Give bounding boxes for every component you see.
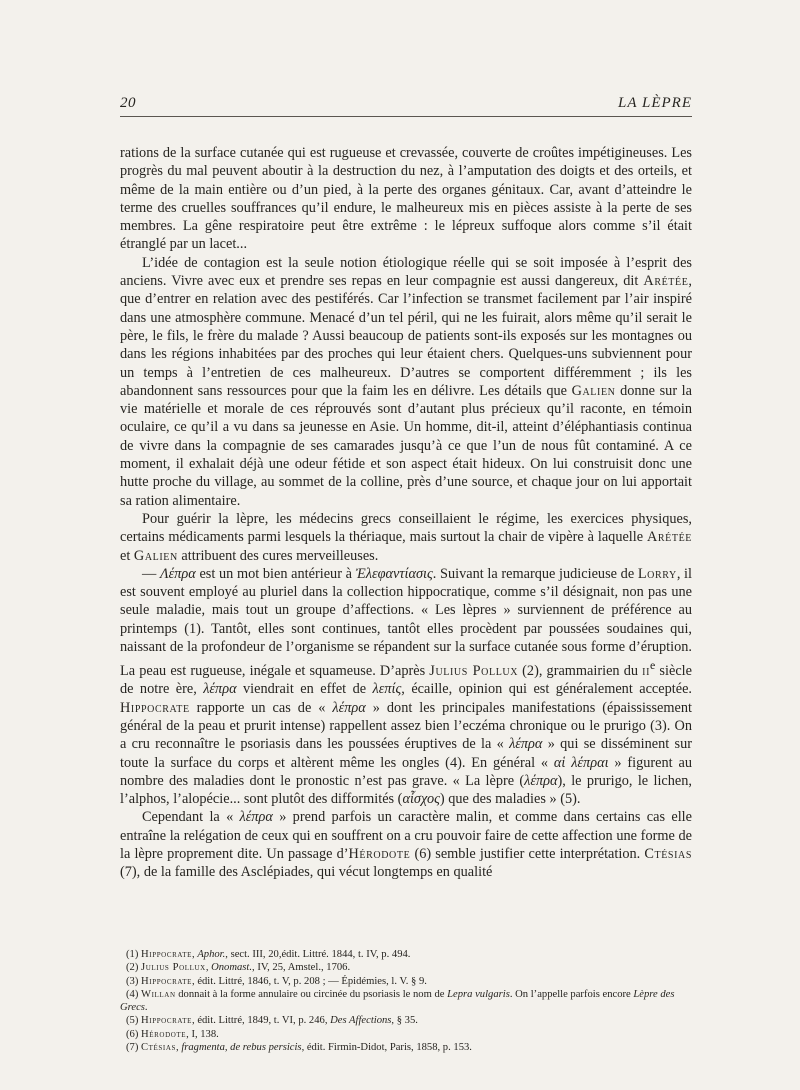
name-smallcaps: Galien xyxy=(571,382,616,399)
text-run: ) que des maladies » (5). xyxy=(439,791,581,808)
footnote xyxy=(120,988,692,1015)
text-run: (3) xyxy=(126,975,142,987)
text-run: , xyxy=(176,1042,182,1054)
italic-text: λέπρα xyxy=(203,681,237,698)
text-run: Cependant la « xyxy=(142,809,240,826)
name-smallcaps: Hérodote xyxy=(348,846,411,863)
text-run: , édit. Littré, 1849, t. VI, p. 246, xyxy=(192,1015,331,1027)
italic-text: λέπρα xyxy=(524,772,558,789)
name-smallcaps: Hérodote xyxy=(141,1028,187,1040)
name-smallcaps: Ctésias xyxy=(141,1042,177,1054)
text-run: donne sur la vie matérielle et morale de ces réprouvés sont d’autant plus précieux qu’il raconte, en témoin oculaire, ce qu’il a vu dans sa jeunesse en Asie. Un homme, dit-il, atteint d’éléphantiasis continua de vivre dans la compagnie de ses camarades jusqu’à ce que l’un de nous fût contaminé. A ce moment, il exhalait déjà une odeur fétide et son aspect était hideux. On lui construisit donc une hutte proche du village, au sommet de la colline, près d’une source, et chaque jour on lui apportait sa ration alimentaire. xyxy=(120,382,692,509)
text-run: e xyxy=(650,658,656,673)
italic-text: αἱ λέπραι xyxy=(553,754,609,771)
footnote xyxy=(120,1041,692,1054)
paragraph xyxy=(120,808,692,881)
italic-text: Onomast. xyxy=(211,962,253,974)
text-run: (5) xyxy=(126,1015,142,1027)
text-run: , xyxy=(192,949,198,960)
name-smallcaps: Hippocrate xyxy=(141,1015,193,1027)
footnote xyxy=(120,1028,692,1041)
running-header xyxy=(120,95,692,117)
italic-text: λέπρα xyxy=(332,699,366,716)
paragraph xyxy=(120,565,692,809)
italic-text: αἶσχος xyxy=(402,791,440,808)
text-run: L’idée de contagion est la seule notion étiologique réelle qui se soit imposée à l’esprit des anciens. Vivre avec eux et prendre ses repas en leur compagnie est aussi dangereux, dit xyxy=(120,254,692,290)
text-run: , il est souvent employé au pluriel dans la collection hippocratique, comme s’il désignait, non pas une seule maladie, mais tout un groupe d’affections. « Les lèpres » surviennent de préférence au printemps (1). Tantôt, elles sont continues, tantôt elles procèdent par poussées soudaines qui, naissant de la profondeur de l’organisme se répandent sur la surface cutanée sous forme d’éruption. La peau est rugueuse, inégale et squameuse. D’après xyxy=(120,565,693,680)
footnote xyxy=(120,975,692,988)
body-text xyxy=(120,144,692,882)
name-smallcaps: Hippocrate xyxy=(120,699,190,716)
name-smallcaps: Arétée xyxy=(646,529,692,546)
italic-text: Aphor. xyxy=(197,949,226,960)
text-run: , que d’entrer en relation avec des pestiférés. Car l’infection se transmet facilement par l’air inspiré dans une atmosphère commune. Menacé d’un tel péril, qui ne les fuirait, alors même qu’il serait le père, le fils, le frère du malade ? Aussi beaucoup de patients sont-ils exposés sur les montagnes ou dans les régions inhabitées par des proches qui leur étaient chers. Quelques-uns subviennent pour un temps à l’entretien de ces malheureux. D’autres se comportent différemment ; ils les abandonnent sans ressources pour que la faim les en délivre. Les détails que xyxy=(120,273,692,399)
text-run: . xyxy=(144,1002,148,1014)
footnote xyxy=(120,948,692,961)
text-run: , édit. Firmin-Didot, Paris, 1858, p. 153. xyxy=(301,1042,472,1054)
text-run: — xyxy=(142,565,160,582)
text-run: et xyxy=(120,547,134,564)
footnotes xyxy=(120,948,692,1054)
italic-text: Ἐλεφαντίασις xyxy=(355,565,433,582)
italic-text: λέπρα xyxy=(509,736,543,753)
name-smallcaps: Hippocrate xyxy=(141,949,193,960)
paragraph xyxy=(120,254,692,510)
text-run: rapporte un cas de « xyxy=(189,699,333,716)
text-run: rations de la surface cutanée qui est rugueuse et crevassée, couverte de croûtes impétigineuses. Les progrès du mal peuvent aboutir à la destruction du nez, à l’amputation des doigts et des orteils, et même de la main entière ou d’un pied, à la perte des organes génitaux. Car, avant d’atteindre le terme des cruelles souffrances qu’il endure, le malheureux mis en pièces assiste à la perte de ses membres. La gêne respiratoire peut être extrême : le lépreux suffoque alors comme s’il était étranglé par un lacet... xyxy=(120,145,692,253)
text-run: (6) semble justifier cette interprétation. xyxy=(410,846,645,863)
text-run: (6) xyxy=(126,1028,142,1040)
text-run: (2) xyxy=(126,962,142,974)
italic-text: Lèpre des Grecs xyxy=(120,988,675,1014)
text-run: » qui se disséminent sur toute la surface du corps et altèrent même les ongles (4). En général « xyxy=(120,736,692,771)
text-run: (4) xyxy=(126,988,142,1000)
footnote xyxy=(120,961,692,974)
text-run: , sect. III, 20,édit. Littré. 1844, t. IV, p. 494. xyxy=(225,949,411,960)
text-run: , écaille, opinion qui est généralement acceptée. xyxy=(401,681,692,698)
italic-text: λέπρα xyxy=(239,809,273,826)
text-run: . On l’appelle parfois encore xyxy=(509,988,634,1000)
text-run: (2), grammairien du xyxy=(518,663,643,680)
name-smallcaps: Ctésias xyxy=(644,846,692,863)
text-run: siècle de notre ère, xyxy=(120,663,692,698)
italic-text: λεπίς xyxy=(372,681,402,698)
text-run: ), le prurigo, le lichen, l’alphos, l’alopécie... sont plutôt des difformités ( xyxy=(120,772,692,808)
name-smallcaps: Julius Pollux xyxy=(141,962,206,974)
paragraph xyxy=(120,144,692,254)
name-smallcaps: Galien xyxy=(133,547,178,564)
text-run: , § 35. xyxy=(391,1015,418,1027)
name-smallcaps: Lorry xyxy=(637,565,677,582)
name-smallcaps: ii xyxy=(642,663,651,680)
text-run: . Suivant la remarque judicieuse de xyxy=(432,565,638,582)
page-number: 20 xyxy=(120,95,136,111)
text-run: , IV, 25, Amstel., 1706. xyxy=(252,962,351,974)
text-run: » prend parfois un caractère malin, et comme dans certains cas elle entraîne la relégation de ceux qui en souffrent on a cru pouvoir faire de cette affection une forme de la lèpre proprement dite. Un passage d’ xyxy=(120,809,692,863)
text-run: » figurent au nombre des maladies dont le pronostic n’est pas grave. « La lèpre ( xyxy=(120,754,692,789)
italic-text: fragmenta, de rebus persicis xyxy=(181,1042,302,1054)
italic-text: Des Affections xyxy=(330,1015,392,1027)
name-smallcaps: Willan xyxy=(141,988,176,1000)
name-smallcaps: Julius Pollux xyxy=(429,663,519,680)
footnote xyxy=(120,1014,692,1027)
name-smallcaps: Arétée xyxy=(643,273,689,290)
text-run: , xyxy=(205,962,212,974)
text-run: donnait à la forme annulaire ou circinée du psoriasis le nom de xyxy=(175,988,448,1000)
running-title: LA LÈPRE xyxy=(618,95,692,111)
italic-text: Lepra vulgaris xyxy=(447,988,510,1000)
text-run: » dont les principales manifestations (épaississement général de la peau et prurit intense) rappellent assez bien l’eczéma chronique ou le prurigo (3). On a cru reconnaître le psoriasis dans les poussées éruptives de la « xyxy=(120,699,692,753)
text-run: attribuent des cures merveilleuses. xyxy=(177,547,379,564)
text-run: (1) xyxy=(126,949,142,960)
text-run: (7), de la famille des Asclépiades, qui vécut longtemps en qualité xyxy=(120,864,493,881)
paragraph xyxy=(120,510,692,565)
name-smallcaps: Hippocrate xyxy=(141,975,193,987)
text-run: viendrait en effet de xyxy=(236,681,373,698)
text-run: Pour guérir la lèpre, les médecins grecs conseillaient le régime, les exercices physiques, certains médicaments parmi lesquels la thériaque, mais surtout la chair de vipère à laquelle xyxy=(120,510,692,546)
text-run: , édit. Littré, 1846, t. V, p. 208 ; — Épidémies, l. V. § 9. xyxy=(192,975,427,987)
italic-text: Λέπρα xyxy=(159,565,196,582)
text-run: est un mot bien antérieur à xyxy=(195,565,356,582)
text-run: (7) xyxy=(126,1042,142,1054)
text-run: , I, 138. xyxy=(186,1028,219,1040)
